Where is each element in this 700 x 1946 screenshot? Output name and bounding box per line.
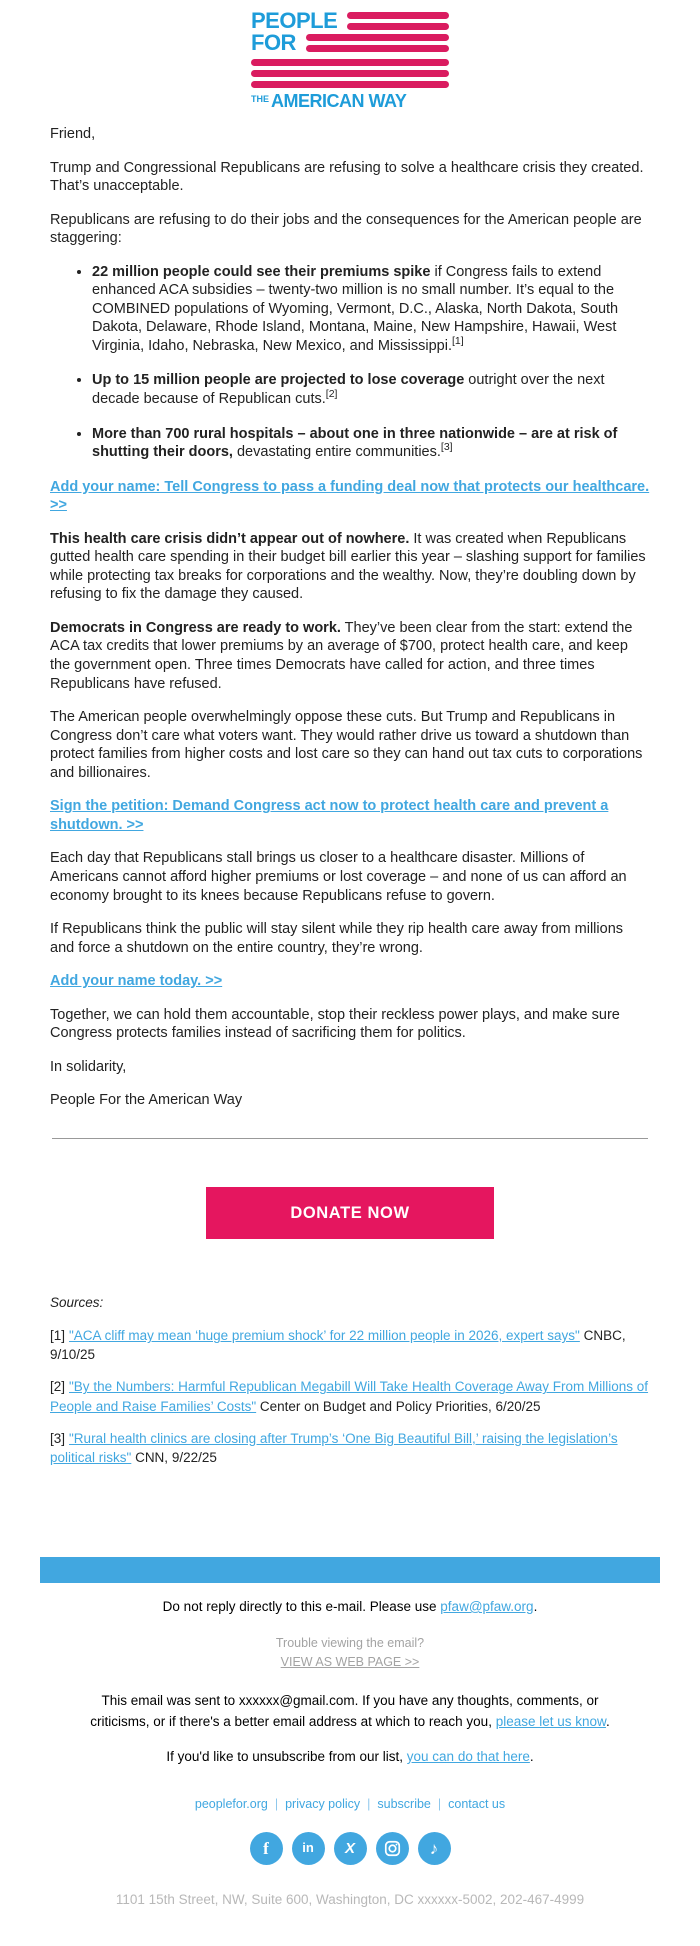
email-content <box>50 125 650 1110</box>
flag-stripes-full <box>251 59 449 88</box>
let-us-know-link[interactable]: please let us know <box>495 1714 607 1730</box>
paragraph-democrats <box>50 619 650 693</box>
footer-link-subscribe[interactable]: subscribe <box>377 1797 431 1812</box>
cta-link-add-name-today[interactable]: Add your name today. >> <box>50 973 223 990</box>
source-link-cnn[interactable]: "Rural health clinics are closing after Trump’s ‘One Big Beautiful Bill,’ raising the legislation’s political risks" <box>50 1430 618 1465</box>
flag-stripe <box>306 34 449 41</box>
footer <box>50 1597 650 1908</box>
sources-heading: Sources: <box>50 1294 104 1310</box>
do-not-reply-text: Do not reply directly to this e-mail. Please use <box>162 1598 441 1614</box>
source-citation: Center on Budget and Policy Priorities, 6/20/25 <box>256 1398 541 1414</box>
unsubscribe-link[interactable]: you can do that here <box>406 1749 530 1765</box>
sources-section <box>50 1293 650 1467</box>
source-number: [3] <box>50 1430 66 1446</box>
bullet-bold-text: 22 million people could see their premiums spike <box>92 263 431 280</box>
source-item <box>50 1377 650 1415</box>
logo-word-the: THE <box>251 94 269 104</box>
x-icon[interactable] <box>334 1832 367 1865</box>
logo-word-for: FOR <box>251 30 296 55</box>
flag-stripe <box>347 12 449 19</box>
linkedin-icon[interactable] <box>292 1832 325 1865</box>
tiktok-glyph: ♪ <box>429 1838 439 1858</box>
bullet-hospitals <box>92 425 650 462</box>
footer-link-privacy-policy[interactable]: privacy policy <box>285 1797 361 1812</box>
donate-now-button[interactable]: DONATE NOW <box>206 1187 494 1239</box>
flag-stripes <box>306 34 449 52</box>
signature: People For the American Way <box>50 1092 243 1109</box>
source-citation: CNN, 9/22/25 <box>131 1449 217 1465</box>
bullet-premiums <box>92 263 650 356</box>
logo-word-people: PEOPLE <box>251 8 338 33</box>
paragraph-text: It was created when Republicans gutted health care spending in their budget bill earlier this year – slashing support for families while protecting tax breaks for corporations and the wealthy. Now, they’re doubling down by refusing to fix the damage they caused. <box>50 530 646 603</box>
footer-address: 1101 15th Street, NW, Suite 600, Washington, DC xxxxxx-5002, 202-467-4999 <box>115 1892 585 1908</box>
bullet-bold-text: More than 700 rural hospitals – about one in three nationwide – are at risk of shutting their doors, <box>92 425 618 461</box>
paragraph-if-republicans: If Republicans think the public will stay silent while they rip health care away from millions and force a shutdown on the entire country, they’re wrong. <box>50 921 624 956</box>
flag-stripes <box>347 12 449 30</box>
pfaw-logo[interactable] <box>251 10 449 110</box>
source-link-cbpp[interactable]: "By the Numbers: Harmful Republican Megabill Will Take Health Coverage Away From Millions of People and Raise Families’ Costs" <box>50 1379 649 1414</box>
source-item <box>50 1326 650 1364</box>
paragraph-each-day: Each day that Republicans stall brings us closer to a healthcare disaster. Millions of Americans cannot afford higher premiums or lost coverage – and none of us can afford an economy brought to its knees because Republicans refuse to govern. <box>50 850 627 904</box>
source-number: [1] <box>50 1328 66 1344</box>
flag-stripe <box>306 45 449 52</box>
nav-divider: | <box>274 1797 279 1812</box>
source-number: [2] <box>50 1379 66 1395</box>
bullet-bold-text: Up to 15 million people are projected to lose coverage <box>92 372 465 389</box>
salutation: Friend, <box>50 126 96 142</box>
bullet-text: outright over the next decade because of Republican cuts. <box>92 372 605 408</box>
sent-to-text: This email was sent to xxxxxx@gmail.com. If you have any thoughts, comments, or criticisms, or if there's a better email address at which to reach you, <box>90 1693 599 1730</box>
impact-list <box>50 263 650 462</box>
footnote-ref-1: [1] <box>451 335 464 348</box>
footer-link-peoplefor-org[interactable]: peoplefor.org <box>194 1797 268 1812</box>
x-glyph: X <box>344 1840 355 1858</box>
logo-word-american-way: AMERICAN WAY <box>271 91 407 111</box>
paragraph-intro-2: Republicans are refusing to do their jobs and the consequences for the American people are staggering: <box>50 211 642 247</box>
trouble-viewing-text: Trouble viewing the email? <box>275 1635 425 1650</box>
do-not-reply-note <box>90 1597 610 1618</box>
sent-to-note <box>90 1691 610 1733</box>
unsubscribe-period: . <box>529 1749 534 1765</box>
facebook-icon[interactable] <box>250 1832 283 1865</box>
bullet-text: if Congress fails to extend enhanced ACA subsidies – twenty-two million is no small number. It’s equal to the COMBINED populations of Wyoming, Vermont, D.C., Alaska, North Dakota, South Dakota, Delaware, Rhode Island, Montana, Maine, New Hampshire, Hawaii, West Virginia, Idaho, Nebraska, New Mexico, and Mississippi. <box>92 263 619 354</box>
unsubscribe-note <box>90 1747 610 1768</box>
pfaw-email-link[interactable]: pfaw@pfaw.org <box>440 1598 534 1614</box>
nav-divider: | <box>437 1797 442 1812</box>
footer-nav <box>50 1796 650 1812</box>
paragraph-together: Together, we can hold them accountable, stop their reckless power plays, and make sure Congress protects families instead of sacrificing them for politics. <box>50 1006 620 1042</box>
flag-stripe <box>347 23 449 30</box>
paragraph-text: They’ve been clear from the start: extend the ACA tax credits that lower premiums by an average of $700, protect health care, and keep the government open. Three times Democrats have called for action, and three times Republicans have refused. <box>50 619 633 692</box>
logo-row-way <box>251 92 449 110</box>
flag-stripe <box>251 59 449 66</box>
footnote-ref-2: [2] <box>325 388 338 401</box>
instagram-icon[interactable] <box>376 1832 409 1865</box>
trouble-viewing-block <box>50 1634 650 1672</box>
facebook-glyph: f <box>263 1838 269 1858</box>
paragraph-bold-lead: This health care crisis didn’t appear out of nowhere. <box>50 530 410 547</box>
sign-off: In solidarity, <box>50 1058 127 1075</box>
do-not-reply-period: . <box>533 1598 538 1614</box>
paragraph-intro-1: Trump and Congressional Republicans are refusing to solve a healthcare crisis they created. That’s unacceptable. <box>50 159 644 195</box>
logo-row-people <box>251 10 449 32</box>
unsubscribe-text: If you'd like to unsubscribe from our list, <box>166 1749 407 1765</box>
sent-to-period: . <box>606 1714 610 1730</box>
footnote-ref-3: [3] <box>440 441 453 454</box>
cta-paragraph <box>50 797 650 834</box>
source-item <box>50 1429 650 1467</box>
tiktok-icon[interactable] <box>418 1832 451 1865</box>
flag-stripe <box>251 70 449 77</box>
cta-link-add-your-name[interactable]: Add your name: Tell Congress to pass a funding deal now that protects our healthcare. >> <box>50 478 650 514</box>
cta-paragraph <box>50 972 650 991</box>
footer-top-bar <box>40 1557 660 1583</box>
paragraph-crisis <box>50 530 650 604</box>
cta-link-sign-petition[interactable]: Sign the petition: Demand Congress act now to protect health care and prevent a shutdown. >> <box>50 798 609 833</box>
footer-link-contact-us[interactable]: contact us <box>448 1797 506 1812</box>
social-links <box>50 1832 650 1865</box>
instagram-glyph <box>384 1840 401 1857</box>
nav-divider: | <box>367 1797 371 1812</box>
view-as-web-page-link[interactable]: VIEW AS WEB PAGE >> <box>280 1654 420 1669</box>
bullet-text: devastating entire communities. <box>232 444 441 461</box>
divider <box>52 1138 648 1139</box>
cta-paragraph <box>50 478 650 515</box>
logo-row-for <box>251 32 449 54</box>
source-citation: CNBC, 9/10/25 <box>50 1328 626 1363</box>
bullet-coverage <box>92 371 650 408</box>
paragraph-bold-lead: Democrats in Congress are ready to work. <box>50 619 341 636</box>
linkedin-glyph: in <box>302 1840 314 1856</box>
source-link-cnbc[interactable]: "ACA cliff may mean ‘huge premium shock’ for 22 million people in 2026, expert says" <box>69 1328 580 1344</box>
flag-stripe <box>251 81 449 88</box>
paragraph-oppose: The American people overwhelmingly oppose these cuts. But Trump and Republicans in Congress don’t care what voters want. They would rather drive us toward a shutdown than protect families from higher costs and lost care so they can hand out tax cuts to corporations and billionaires. <box>50 709 643 781</box>
